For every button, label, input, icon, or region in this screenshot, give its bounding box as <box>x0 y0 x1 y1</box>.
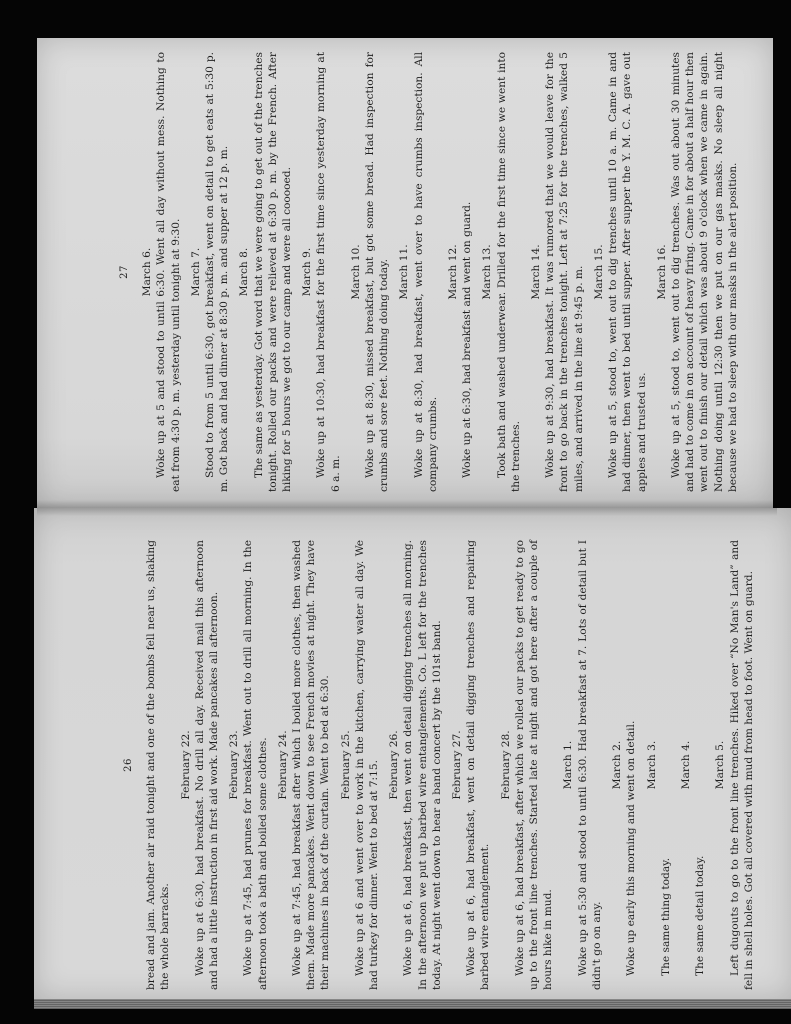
entry-text: Woke up at 9:30, had breakfast. It was rumored that we would leave for the front to go back in the trenches tonight. Left at 7:25 for the trenches, walked 5 miles, and arrived in the line at 9:45 p. m. <box>544 52 585 492</box>
entry-text: Left dugouts to go to the front line trenches. Hiked over “No Man's Land” and fell in shell holes. Got all covered with mud from head to foot. Went on guard. <box>728 540 755 990</box>
entry-date: March 8. <box>238 247 251 297</box>
entry-date: February 24. <box>276 730 289 800</box>
entry-date: March 11. <box>398 244 411 300</box>
entry-date: March 7. <box>189 247 202 297</box>
entry <box>397 52 440 492</box>
entry-date: February 23. <box>228 730 241 800</box>
entry <box>179 540 222 990</box>
entry-date: March 10. <box>349 244 362 300</box>
entry <box>339 540 382 990</box>
entry-text: Woke up at 10:30, had breakfast for the first time since yesterday morning at 6 a. m. <box>315 52 342 492</box>
entry-date: March 3. <box>645 740 658 790</box>
entry-date: March 12. <box>447 244 460 300</box>
entry <box>237 52 294 492</box>
entry-date: February 22. <box>179 730 192 800</box>
entry-text: Woke up at 6 and went over to work in the kitchen, carrying water all day. We had turkey for dinner. Went to bed at 7:15. <box>353 540 381 990</box>
entry-text: Woke up at 5 and stood to until 6:30. Went all day without mess. Nothing to eat from 4:30 p. m. yesterday until tonight at 9:30. <box>155 52 182 492</box>
entry-date: February 26. <box>388 730 401 800</box>
entry <box>276 540 333 990</box>
entry <box>610 540 638 990</box>
entry-text: Stood to from 5 until 6:30, got breakfast, went on detail to get eats at 5:30 p. m. Got back and had dinner at 8:30 p. m. and supper at 12 p. m. <box>204 52 231 492</box>
entry <box>655 52 740 492</box>
entry-date: March 5. <box>714 740 727 790</box>
opening-text: bread and jam. Another air raid tonight and one of the bombs fell near us, shaking the whole barracks. <box>145 540 172 990</box>
page-26-text <box>122 540 755 990</box>
entry-text: Woke up at 7:45, had prunes for breakfast. Went out to drill all morning. In the afternoon took a bath and boiled some clothes. <box>242 540 269 990</box>
entry <box>499 540 556 990</box>
entry-text: The same thing today. <box>659 857 672 976</box>
entry-text: Woke up at 6:30, had breakfast. No drill all day. Received mail this afternoon and had a little instruction in first aid work. Made pancakes all afternoon. <box>193 540 221 990</box>
entry-date: March 1. <box>562 740 575 790</box>
entry-date: March 4. <box>679 740 692 790</box>
entry-text: Woke up at 7:45, had breakfast after which I boiled more clothes, then washed them. Made more pancakes. Went down to see French movies at night. They have their machines in back of the curtain. Went to bed at 6:30. <box>291 540 332 990</box>
entry-date: March 13. <box>481 244 494 300</box>
entry-text: Woke up at 6, had breakfast, after which we rolled our packs to get ready to go up to the front line trenches. Started late at night and got here after a couple of hours hike in mud. <box>513 540 555 990</box>
entry <box>349 52 392 492</box>
entry-date: March 14. <box>530 244 543 300</box>
page-27-text <box>118 52 739 492</box>
entry-text: Woke up at 6:30, had breakfast and went on guard. <box>461 201 474 478</box>
entry <box>480 52 523 492</box>
entry <box>189 52 232 492</box>
entry-date: March 16. <box>655 244 668 300</box>
entry <box>529 52 586 492</box>
entry <box>227 540 270 990</box>
entry-text: The same as yesterday. Got word that we were going to get out of the trenches tonight. Rolled our packs and were relieved at 6:30 p. m. by the French. After hiking for 5 hours we got to our camp and were all cooooed. <box>252 52 294 492</box>
entry-date: February 27. <box>451 730 464 800</box>
page-edges <box>34 999 791 1009</box>
page-number: 26 <box>123 758 134 772</box>
entry <box>387 540 444 990</box>
entry-text: Woke up at 8:30, had breakfast, went over to have crumbs inspection. All company crumbs. <box>412 52 439 492</box>
entry-text: Woke up at 5, stood to, went out to dig trenches until 10 a. m. Came in and had dinner, then went to bed until supper. After supper the Y. M. C. A. gave out apples and trusted us. <box>607 52 648 492</box>
entry-text: Woke up at 6, had breakfast, then went on detail digging trenches all morning. In the afternoon we put up barbed wire entanglements. Co. L left for the trenches today. At night went down to hear a band concert by the 101st band. <box>402 540 443 990</box>
entry-date: February 25. <box>339 730 352 800</box>
entry-text: Woke up early this morning and went on detail. <box>625 720 638 976</box>
entry-date: March 6. <box>141 247 154 297</box>
entry-text: Woke up at 5:30 and stood to until 6:30. Had breakfast at 7. Lots of detail but I didn't go on any. <box>576 540 603 990</box>
entry-text: The same detail today. <box>694 855 707 976</box>
entry <box>713 540 756 990</box>
entry-text: Took bath and washed underwear. Drilled for the first time since we went into the trenches. <box>495 52 522 492</box>
book-spine <box>37 500 777 516</box>
entry <box>300 52 343 492</box>
entry-text: Woke up at 8:30, missed breakfast, but got some bread. Had inspection for crumbs and sore feet. Nothing doing today. <box>364 52 391 492</box>
entry <box>561 540 604 990</box>
entry-date: March 9. <box>301 247 314 297</box>
entry-text: Woke up at 6, had breakfast, went on detail digging trenches and repairing barbed wire entanglement. <box>465 540 492 990</box>
entry <box>679 540 707 990</box>
entry-date: February 28. <box>499 730 512 800</box>
entry <box>450 540 493 990</box>
entry-date: March 2. <box>611 740 624 790</box>
page-number: 27 <box>119 265 130 279</box>
entry <box>140 52 183 492</box>
entry-date: March 15. <box>592 244 605 300</box>
entry <box>592 52 649 492</box>
entry <box>645 540 673 990</box>
entry <box>446 52 474 492</box>
entry-text: Woke up at 5, stood to, went out to dig trenches. Was out about 30 minutes and had to come in on account of heavy firing. Came in for about a half hour then went out to finish our detail which was about 9 o'clock when we came in again. Nothing doing until 12:30 then we put on our gas masks. No sleep all night because we had to sleep with our masks in the alert position. <box>669 52 739 492</box>
